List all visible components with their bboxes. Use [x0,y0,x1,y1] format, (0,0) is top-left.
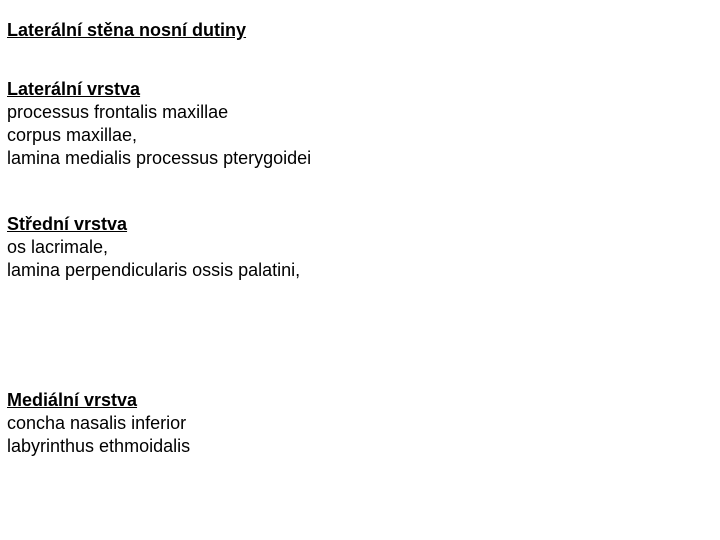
section-item: os lacrimale, [7,237,109,257]
slide-title: Laterální stěna nosní dutiny [7,20,247,40]
section-middle-layer [7,213,300,282]
section-item: processus frontalis maxillae [7,102,229,122]
section-heading: Mediální vrstva [7,390,138,410]
section-item: lamina perpendicularis ossis palatini, [7,260,301,280]
section-item: labyrinthus ethmoidalis [7,436,191,456]
section-medial-layer [7,389,190,458]
section-lateral-layer [7,78,311,170]
section-heading: Střední vrstva [7,214,128,234]
section-item: concha nasalis inferior [7,413,187,433]
section-item: corpus maxillae, [7,125,138,145]
section-item: lamina medialis processus pterygoidei [7,148,312,168]
section-heading: Laterální vrstva [7,79,141,99]
